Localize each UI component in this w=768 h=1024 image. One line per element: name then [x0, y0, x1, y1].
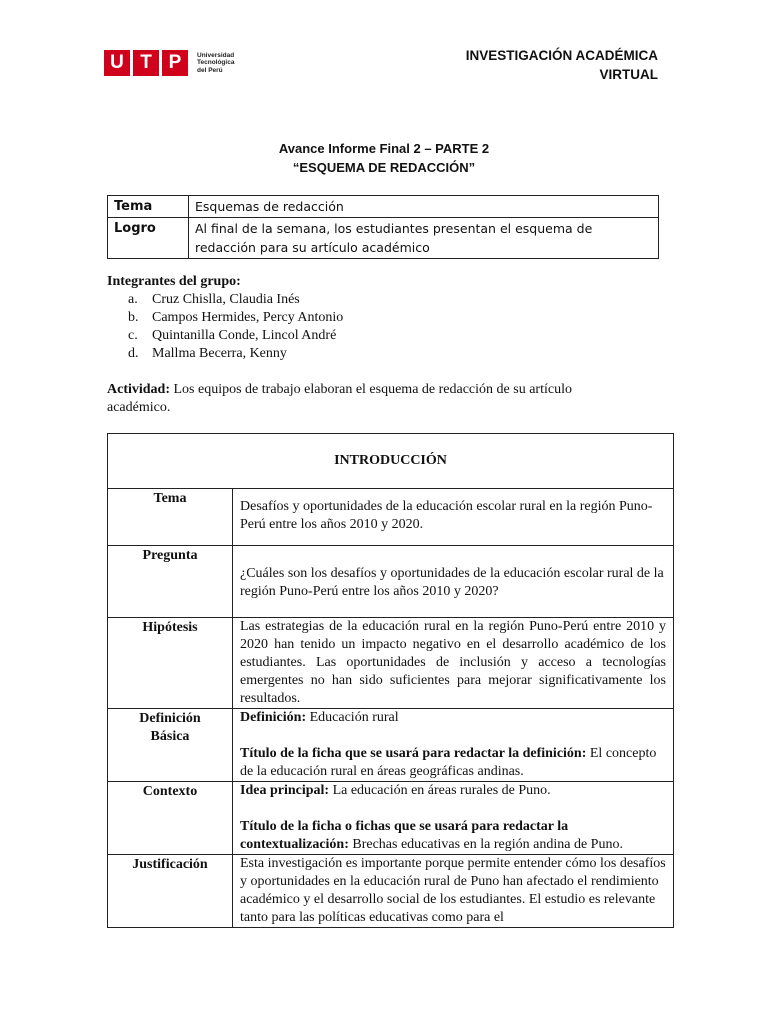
member-name: Campos Hermides, Percy Antonio [152, 310, 344, 325]
list-item [107, 309, 343, 327]
title-line-1: Avance Informe Final 2 – PARTE 2 [278, 141, 490, 156]
schema-row-justificacion [108, 855, 674, 928]
schema-table [107, 433, 674, 928]
contexto-ficha [240, 818, 666, 854]
hipotesis-label: Hipótesis [108, 618, 233, 709]
definicion-line [240, 709, 666, 727]
justificacion-text: Esta investigación es importante porque permite entender cómo los desafíos y oportunidades en la educación rural de Puno han afectado el rendimiento académico y el desarrollo social de los estudiantes. El estudio es relevante tanto para las políticas educativas como para el [233, 855, 674, 928]
intro-heading: INTRODUCCIÓN [108, 434, 674, 489]
meta-tema-label: Tema [108, 196, 189, 218]
activity-text: Los equipos de trabajo elaboran el esquema de redacción de su artículo académico. [107, 382, 572, 415]
header-line-1: INVESTIGACIÓN ACADÉMICA [465, 48, 658, 63]
tema-text: Desafíos y oportunidades de la educación escolar rural en la región Puno-Perú entre los años 2010 y 2020. [240, 499, 653, 532]
logo-letter-p: P [162, 50, 188, 76]
member-name: Mallma Becerra, Kenny [152, 346, 287, 361]
meta-logro-label: Logro [108, 218, 189, 259]
logo-line-2: Tecnológica [197, 59, 235, 67]
pregunta-text: ¿Cuáles son los desafíos y oportunidades de la educación escolar rural de la región Puno-Perú entre los años 2010 y 2020? [240, 566, 664, 599]
list-marker: d. [128, 346, 139, 361]
meta-table [107, 195, 659, 259]
contexto-ficha-value: Brechas educativas en la región andina de Puno. [348, 837, 623, 852]
definicion-ficha-key: Título de la ficha que se usará para redactar la definición: [240, 746, 587, 761]
contexto-line [240, 782, 666, 800]
list-marker: c. [128, 328, 138, 343]
meta-row-logro [108, 218, 659, 259]
tema-label: Tema [108, 489, 233, 546]
definicion-ficha-value: El concepto de la educación rural en áreas geográficas andinas. [240, 746, 657, 779]
tema-cell [233, 489, 674, 546]
utp-logo [104, 50, 234, 76]
header-course-title [466, 46, 658, 84]
schema-row-definicion [108, 709, 674, 782]
member-name: Quintanilla Conde, Lincol André [152, 328, 337, 343]
logo-letter-u: U [104, 50, 130, 76]
hipotesis-text: Las estrategias de la educación rural en la región Puno-Perú entre 2010 y 2020 han tenido un impacto negativo en el desarrollo académico de los estudiantes. Las oportunidades de inclusión y acceso a tecnologías emergentes no han sido suficientes para mejorar significativamente los resultados. [233, 618, 674, 709]
definicion-value: Educación rural [306, 710, 399, 725]
group-members [107, 273, 343, 363]
contexto-ficha-key: Título de la ficha o fichas que se usará para redactar la contextualización: [240, 819, 569, 852]
list-item [107, 291, 343, 309]
contexto-value: La educación en áreas rurales de Puno. [329, 783, 551, 798]
group-heading: Integrantes del grupo: [107, 274, 241, 289]
schema-row-intro [108, 434, 674, 489]
meta-tema-value: Esquemas de redacción [189, 196, 659, 218]
pregunta-label: Pregunta [108, 546, 233, 618]
contexto-key: Idea principal: [240, 783, 330, 798]
header-line-2: VIRTUAL [599, 67, 658, 82]
logo-line-3: del Perú [197, 66, 223, 74]
definicion-cell [233, 709, 674, 782]
justificacion-label: Justificación [108, 855, 233, 928]
definicion-label [108, 709, 233, 782]
document-title [0, 139, 768, 177]
definicion-label-line-2: Básica [150, 729, 190, 744]
list-item [107, 327, 343, 345]
contexto-label: Contexto [108, 782, 233, 855]
member-name: Cruz Chislla, Claudia Inés [152, 292, 300, 307]
logo-wordmark [197, 52, 234, 75]
schema-row-contexto [108, 782, 674, 855]
title-line-2: “ESQUEMA DE REDACCIÓN” [292, 160, 476, 175]
definicion-ficha [240, 745, 666, 781]
meta-logro-value: Al final de la semana, los estudiantes presentan el esquema de redacción para su artículo académico [189, 218, 659, 259]
definicion-label-line-1: Definición [139, 711, 201, 726]
schema-row-hipotesis [108, 618, 674, 709]
schema-row-pregunta [108, 546, 674, 618]
pregunta-cell [233, 546, 674, 618]
definicion-key: Definición: [240, 710, 307, 725]
logo-line-1: Universidad [197, 51, 235, 59]
meta-row-tema [108, 196, 659, 218]
member-list [107, 291, 343, 363]
list-marker: b. [128, 310, 139, 325]
logo-letter-t: T [133, 50, 159, 76]
list-marker: a. [128, 292, 138, 307]
activity-paragraph [107, 381, 587, 417]
contexto-cell [233, 782, 674, 855]
schema-row-tema [108, 489, 674, 546]
list-item [107, 345, 343, 363]
activity-label: Actividad: [107, 382, 170, 397]
